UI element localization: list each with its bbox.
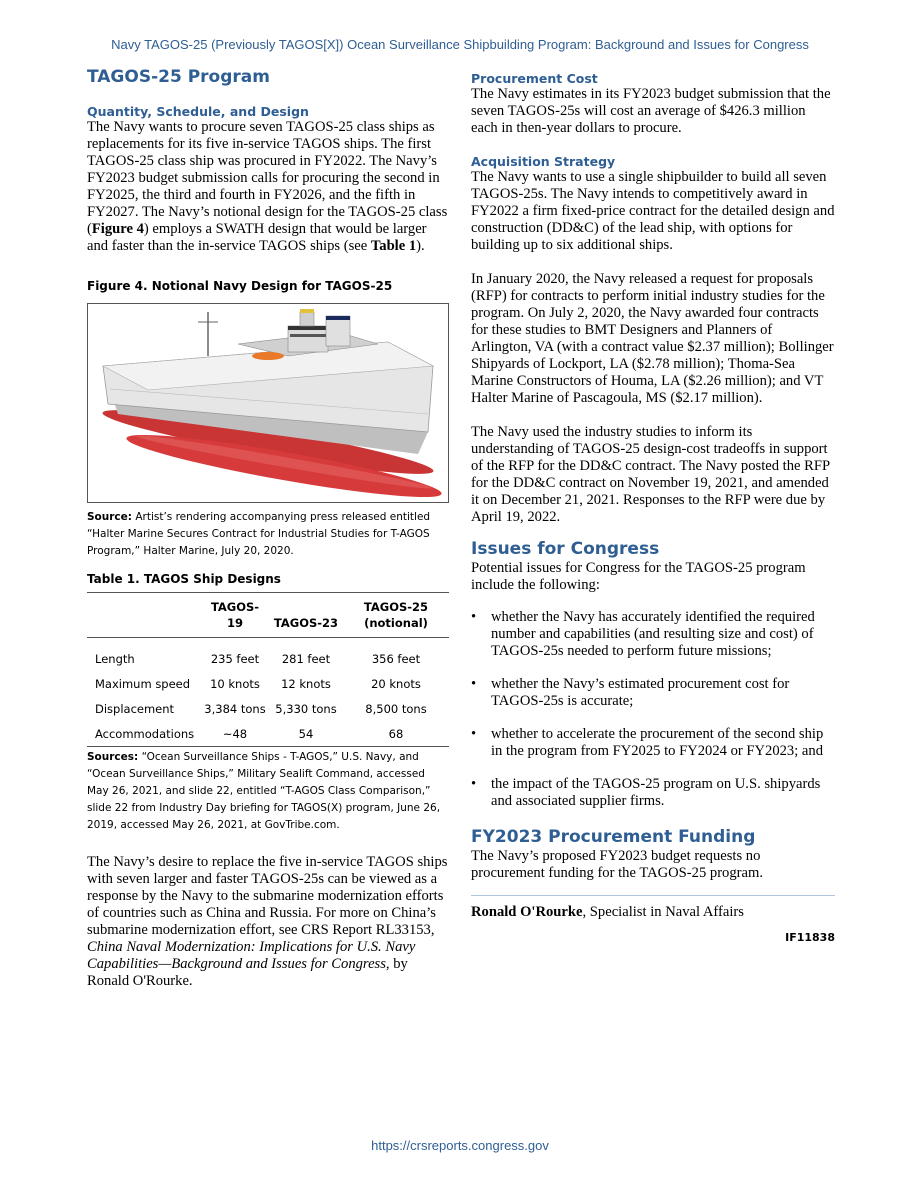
table-row [87, 646, 449, 671]
table-cell: 10 knots [210, 676, 260, 691]
table-cell: 235 feet [210, 651, 260, 666]
running-header: Navy TAGOS-25 (Previously TAGOS[X]) Ocean Surveillance Shipbuilding Program: Background and Issues for Congress [111, 37, 809, 52]
tagos-designs-table [87, 592, 449, 747]
table-row [87, 721, 449, 747]
text-run: ) employs a SWATH design that would be larger and faster than the in-service TAGOS ships (see [87, 221, 427, 254]
section-heading-issues: Issues for Congress [471, 539, 660, 559]
author-title: , Specialist in Naval Affairs [582, 904, 744, 920]
right-column [471, 66, 835, 944]
figure-title: Figure 4. Notional Navy Design for TAGOS-25 [87, 279, 393, 293]
paragraph-issues-intro: Potential issues for Congress for the TAGOS-25 program include the following: [471, 560, 806, 593]
figure-ref: Figure 4 [91, 221, 144, 237]
table-cell: Accommodations [95, 726, 195, 741]
bullet-text: whether the Navy’s estimated procurement cost for TAGOS-25s is accurate; [491, 676, 790, 709]
table-row [87, 696, 449, 721]
bullet: • [471, 609, 477, 625]
table-row [87, 671, 449, 696]
table-header [87, 593, 201, 638]
table-row [87, 638, 449, 647]
table-source [87, 749, 449, 834]
source-text: Artist’s rendering accompanying press released entitled “Halter Marine Secures Contract for Industrial Studies for T-AGOS Program,” Halter Marine, July 20, 2020. [87, 511, 431, 557]
table-cell: 12 knots [281, 676, 331, 691]
table-cell: 281 feet [281, 651, 331, 666]
table-cell: Maximum speed [95, 676, 191, 691]
table-cell: 68 [388, 726, 404, 741]
bullet-text: whether the Navy has accurately identified the required number and capabilities (and resulting size and cost) of TAGOS-25s needed to perform future missions; [491, 609, 815, 659]
bullet: • [471, 776, 477, 792]
report-title: China Naval Modernization: Implications for U.S. Navy Capabilities—Background and Issues for Congress [87, 939, 416, 972]
bullet: • [471, 676, 477, 692]
text-run: The Navy’s desire to replace the five in-service TAGOS ships with seven larger and faster TAGOS-25s can be viewed as a response by the Navy to the submarine modernization efforts of countries such as China and Russia. For more on China’s submarine modernization effort, see CRS Report RL33153, [87, 854, 448, 938]
paragraph-submarine [87, 854, 449, 990]
issues-list [471, 609, 835, 810]
table-cell: Length [95, 651, 135, 666]
bullet-text: whether to accelerate the procurement of the second ship in the program from FY2025 to FY2024 or FY2023; and [491, 726, 824, 759]
section-heading-program: TAGOS-25 Program [87, 67, 270, 87]
table-cell: ~48 [222, 726, 248, 741]
left-column [87, 66, 449, 990]
table-header: TAGOS-23 [273, 616, 339, 630]
list-item [471, 726, 835, 760]
subheading-acquisition-strategy: Acquisition Strategy [471, 154, 616, 169]
list-item [471, 609, 835, 660]
table-cell: 3,384 tons [204, 701, 266, 716]
paragraph-acquisition-2: In January 2020, the Navy released a request for proposals (RFP) for contracts to perform initial industry studies for the program. On July 2, 2020, the Navy awarded four contracts for these studies to BMT Designers and Planners of Arlington, VA (with a contract value $2.37 million); Bollinger Shipyards of Lockport, LA ($2.78 million); Thoma-Sea Marine Constructors of Houma, LA ($2.26 million); and VT Halter Marine of Pascagoula, MS ($2.17 million). [471, 271, 834, 406]
paragraph-quantity [87, 119, 449, 255]
text-run: , by Ronald O'Rourke. [87, 956, 408, 989]
paragraph-funding: The Navy’s proposed FY2023 budget requests no procurement funding for the TAGOS-25 program. [471, 848, 763, 881]
text-run: The Navy wants to procure seven TAGOS-25 class ships as replacements for its five in-service TAGOS ships. The first TAGOS-25 class ship was procured in FY2022. The Navy’s FY2023 budget submission calls for procuring the second in FY2025, the third and fourth in FY2026, and the fifth in FY2027. The Navy’s notional design for the TAGOS-25 class ( [87, 119, 448, 237]
paragraph-procurement-cost: The Navy estimates in its FY2023 budget submission that the seven TAGOS-25s will cost an average of $426.3 million each in then-year dollars to procure. [471, 86, 831, 136]
table-header: TAGOS-19 [210, 600, 260, 630]
report-id: IF11838 [785, 931, 835, 944]
table-header: TAGOS-25 (notional) [363, 600, 429, 630]
author-line [471, 904, 835, 921]
paragraph-acquisition-3: The Navy used the industry studies to inform its understanding of TAGOS-25 design-cost tradeoffs in support of the RFP for the DD&C contract. The Navy posted the RFP for the DD&C contract on November 19, 2021, and amended it on December 21, 2021. Responses to the RFP were due by April 19, 2022. [471, 424, 830, 525]
source-label: Sources: [87, 751, 139, 763]
table-cell: 356 feet [371, 651, 421, 666]
ship-illustration [88, 304, 448, 502]
section-heading-funding: FY2023 Procurement Funding [471, 827, 756, 847]
figure-source [87, 509, 449, 560]
table-cell: 54 [298, 726, 314, 741]
source-text: “Ocean Surveillance Ships - T-AGOS,” U.S. Navy, and “Ocean Surveillance Ships,” Military Sealift Command, accessed May 26, 2021, and slide 22, entitled “T-AGOS Class Comparison,” slide 22 from Industry Day briefing for TAGOS(X) program, June 26, 2019, accessed May 26, 2021, at GovTribe.com. [87, 751, 441, 831]
text-run: ). [416, 238, 425, 254]
table-cell: 8,500 tons [365, 701, 427, 716]
table-cell: 5,330 tons [275, 701, 337, 716]
table-ref: Table 1 [370, 238, 417, 254]
paragraph-acquisition-1: The Navy wants to use a single shipbuilder to build all seven TAGOS-25s. The Navy intends to competitively award in FY2022 a firm fixed-price contract for the detailed design and construction (DD&C) of the lead ship, with options for building up to six additional ships. [471, 169, 835, 253]
table-title: Table 1. TAGOS Ship Designs [87, 572, 281, 586]
table-cell: Displacement [95, 701, 175, 716]
source-label: Source: [87, 511, 132, 523]
figure-image [87, 303, 449, 503]
list-item [471, 776, 835, 810]
subheading-quantity: Quantity, Schedule, and Design [87, 104, 309, 119]
table-cell: 20 knots [371, 676, 421, 691]
footer-url: https://crsreports.congress.gov [371, 1138, 549, 1153]
bullet-text: the impact of the TAGOS-25 program on U.S. shipyards and associated supplier firms. [491, 776, 821, 809]
bullet: • [471, 726, 477, 742]
list-item [471, 676, 835, 710]
subheading-procurement-cost: Procurement Cost [471, 71, 598, 86]
author-name: Ronald O'Rourke [471, 904, 583, 920]
